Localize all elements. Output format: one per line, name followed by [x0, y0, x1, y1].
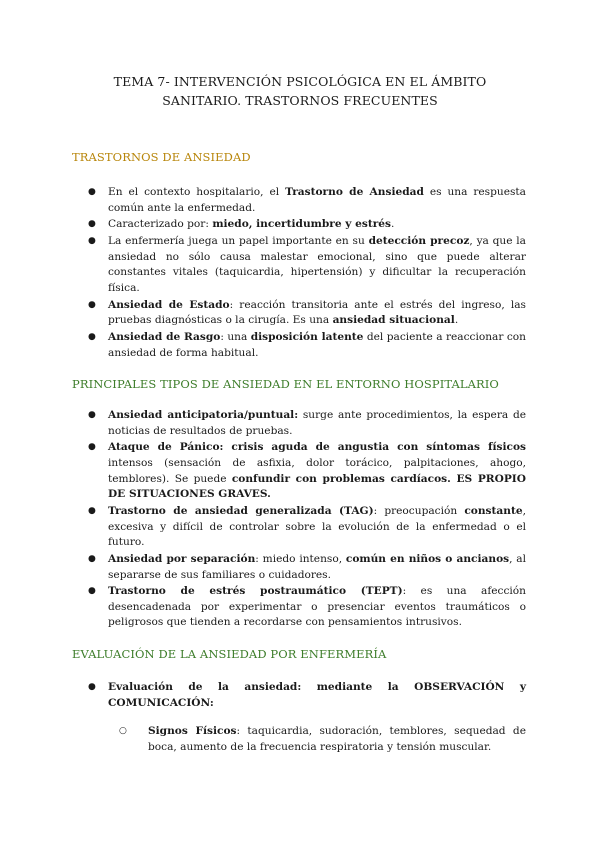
section-heading-evaluacion: EVALUACIÓN DE LA ANSIEDAD POR ENFERMERÍA — [72, 647, 387, 661]
list-item — [84, 185, 526, 216]
item-text: . — [391, 218, 395, 231]
item-bold: Ataque de Pánico: crisis aguda de angustia con síntomas físicos — [108, 441, 526, 454]
item-text: . — [454, 314, 459, 327]
item-bold: Trastorno de ansiedad generalizada (TAG) — [108, 504, 374, 517]
bullet-icon: ● — [88, 299, 96, 310]
bullet-icon: ● — [88, 410, 96, 420]
circle-bullet-icon: ○ — [119, 726, 127, 737]
item-text: , ya que la ansiedad no sólo causa malestar emocional, sino que puede alterar constantes vitales (taquicardia, hipertensión) y dificultar la recuperación física. — [108, 235, 526, 294]
item-text: La enfermería juega un papel importante en su — [108, 235, 369, 248]
bullet-icon: ● — [88, 332, 96, 343]
page-title-line-1: TEMA 7- INTERVENCIÓN PSICOLÓGICA EN EL ÁMBITO — [113, 74, 487, 89]
bullet-icon: ● — [88, 586, 96, 597]
list-item — [84, 234, 526, 296]
bullet-icon: ● — [88, 682, 96, 692]
item-bold: constante — [464, 504, 523, 517]
item-text: : taquicardia, sudoración, temblores, sequedad de boca, aumento de la frecuencia respiratoria y tensión muscular. — [148, 725, 526, 753]
item-text: surge ante procedimientos, la espera de noticias de resultados de pruebas. — [108, 409, 526, 437]
sub-list — [108, 724, 526, 755]
list-item — [84, 217, 526, 233]
page-title-line-2: SANITARIO. TRASTORNOS FRECUENTES — [162, 93, 438, 108]
section-list-trastornos — [84, 185, 526, 362]
item-text: En el contexto hospitalario, el — [108, 186, 286, 198]
item-bold: miedo, incertidumbre y estrés — [212, 218, 392, 231]
list-item — [84, 680, 526, 755]
section-heading-trastornos: TRASTORNOS DE ANSIEDAD — [72, 150, 251, 164]
item-bold: Signos Físicos — [148, 725, 237, 738]
item-text: intensos (sensación de asfixia, dolor torácico, palpitaciones, ahogo, temblores). Se puede — [108, 456, 526, 485]
item-bold: Evaluación de la ansiedad: mediante la OBSERVACIÓN y COMUNICACIÓN: — [108, 681, 526, 709]
item-text: : reacción transitoria ante el estrés del ingreso, las pruebas diagnósticas o la cirugía. Es una — [108, 298, 526, 327]
section-list-evaluacion — [84, 680, 526, 757]
section-heading-tipos: PRINCIPALES TIPOS DE ANSIEDAD EN EL ENTORNO HOSPITALARIO — [72, 377, 499, 391]
bullet-icon: ● — [88, 187, 96, 197]
item-bold: detección precoz — [368, 235, 470, 248]
item-text: : es una afección desencadenada por experimentar o presenciar eventos traumáticos o peligrosos que tienden a recordarse con pensamientos intrusivos. — [108, 585, 526, 629]
item-bold: común en niños o ancianos — [345, 552, 510, 565]
list-item — [84, 298, 526, 329]
item-bold: disposición latente — [250, 331, 364, 344]
item-text: : miedo intenso, — [255, 552, 346, 565]
item-text: del paciente a reaccionar con ansiedad de forma habitual. — [108, 331, 526, 359]
item-bold: Trastorno de Ansiedad — [285, 186, 424, 198]
item-text: : una — [220, 331, 251, 344]
bullet-icon: ● — [88, 553, 96, 564]
bullet-icon: ● — [88, 219, 96, 230]
item-text: , excesiva y difícil de controlar sobre la evolución de la enfermedad o el futuro. — [108, 504, 526, 549]
item-bold: Ansiedad de Estado — [108, 298, 230, 311]
sub-list-item — [108, 724, 526, 755]
list-item — [84, 408, 526, 439]
bullet-icon: ● — [88, 505, 96, 516]
list-item — [84, 504, 526, 551]
item-bold: Trastorno de estrés postraumático (TEPT) — [108, 585, 403, 598]
list-item — [84, 584, 526, 631]
list-item — [84, 440, 526, 502]
item-bold: Ansiedad por separación — [108, 552, 256, 565]
item-text: Caracterizado por: — [108, 218, 213, 231]
bullet-icon: ● — [88, 442, 96, 453]
list-item — [84, 330, 526, 361]
bullet-icon: ● — [88, 236, 96, 247]
item-text: , al separarse de sus familiares o cuidadores. — [108, 552, 526, 581]
section-list-tipos — [84, 408, 526, 632]
page-title — [60, 72, 540, 110]
item-bold: Ansiedad anticipatoria/puntual: — [108, 409, 299, 421]
list-item — [84, 552, 526, 583]
item-bold: ansiedad situacional — [332, 314, 455, 327]
item-bold: Ansiedad de Rasgo — [108, 331, 221, 344]
item-text: es una respuesta común ante la enfermedad. — [108, 186, 526, 214]
item-bold: confundir con problemas cardíacos. ES PROPIO DE SITUACIONES GRAVES. — [108, 472, 526, 501]
item-text: : preocupación — [373, 504, 465, 517]
